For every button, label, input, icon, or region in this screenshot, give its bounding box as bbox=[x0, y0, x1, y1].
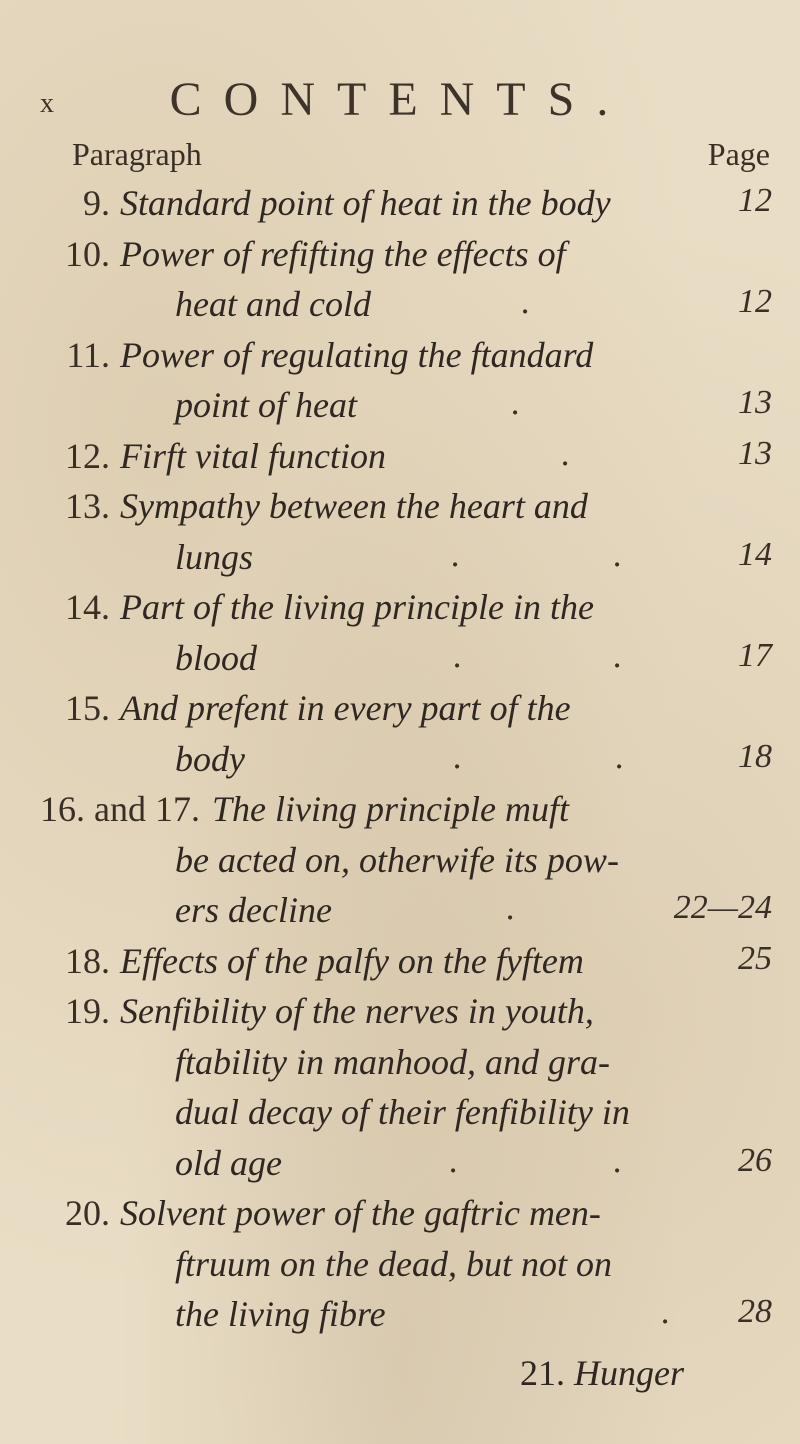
entry-19-cont3 bbox=[0, 1142, 800, 1192]
entry-text: Senfibility of the nerves in youth, bbox=[120, 991, 594, 1031]
entry-20-cont2 bbox=[0, 1293, 800, 1343]
leader-dot: . bbox=[520, 283, 531, 321]
heading-mark: x bbox=[40, 88, 54, 119]
entry-text: ers decline bbox=[175, 890, 332, 930]
entry-13 bbox=[0, 485, 800, 535]
leader-dot: . bbox=[510, 384, 521, 422]
entry-text: body bbox=[175, 738, 245, 779]
entry-text: the living fibre bbox=[175, 1294, 386, 1334]
entry-11-cont bbox=[0, 384, 800, 434]
entry-text: Standard point of heat in the body bbox=[120, 183, 611, 223]
entry-text: ftruum on the dead, but not on bbox=[175, 1243, 612, 1284]
leader-dot: . bbox=[660, 1293, 671, 1331]
entry-15 bbox=[0, 687, 800, 737]
entry-text: point of heat bbox=[175, 385, 357, 425]
entry-number: 14. bbox=[65, 587, 110, 627]
entry-16-17-cont2 bbox=[0, 889, 800, 939]
entry-page: 12 bbox=[738, 283, 772, 320]
entry-text: Part of the living principle in the bbox=[120, 587, 594, 627]
entry-text: Effects of the palfy on the fyftem bbox=[120, 940, 584, 981]
entry-number: 10. bbox=[65, 233, 110, 274]
entry-text: blood bbox=[175, 637, 258, 678]
entry-text: heat and cold bbox=[175, 284, 371, 324]
entry-20-cont bbox=[0, 1243, 800, 1293]
entry-19 bbox=[0, 990, 800, 1040]
entry-page: 28 bbox=[738, 1293, 772, 1330]
entry-page: 13 bbox=[738, 434, 772, 472]
entry-13-cont bbox=[0, 536, 800, 586]
entry-9 bbox=[0, 182, 800, 232]
leader-dot: . bbox=[505, 889, 516, 927]
leader-dot: . bbox=[612, 535, 623, 574]
leader-dot: . bbox=[560, 434, 571, 473]
entry-12 bbox=[0, 435, 800, 485]
entry-page: 17 bbox=[738, 636, 772, 674]
leader-dot: . bbox=[450, 535, 461, 574]
entry-text: Power of refifting the effects of bbox=[120, 233, 566, 274]
entry-page: 26 bbox=[738, 1141, 772, 1179]
page-column-header: Page bbox=[707, 136, 770, 172]
entry-11 bbox=[0, 334, 800, 384]
entry-number: 15. bbox=[65, 688, 110, 728]
entry-14-cont bbox=[0, 637, 800, 687]
leader-dot: . bbox=[452, 737, 463, 776]
leader-dot: . bbox=[452, 636, 463, 675]
leader-dot: . bbox=[448, 1141, 459, 1180]
entry-20 bbox=[0, 1192, 800, 1242]
leader-dot: . bbox=[612, 636, 623, 675]
leader-dot: . bbox=[614, 737, 625, 776]
entry-number: 20. bbox=[65, 1193, 110, 1233]
entry-19-cont2 bbox=[0, 1091, 800, 1141]
entry-text: lungs bbox=[175, 536, 254, 577]
entry-text: be acted on, otherwife its pow- bbox=[175, 839, 619, 880]
heading-text: CONTENTS. bbox=[169, 73, 631, 126]
entry-text: Power of regulating the ftandard bbox=[120, 334, 594, 375]
entry-page: 12 bbox=[738, 182, 772, 219]
paragraph-column-header: Paragraph bbox=[72, 136, 202, 172]
catchword-number: 21. bbox=[520, 1352, 565, 1393]
entry-text: ftability in manhood, and gra- bbox=[175, 1041, 610, 1082]
entry-number: 9. bbox=[83, 183, 110, 223]
entry-16-17 bbox=[0, 788, 800, 838]
entry-18 bbox=[0, 940, 800, 990]
entry-text: Firft vital function bbox=[120, 435, 386, 476]
entry-15-cont bbox=[0, 738, 800, 788]
entry-number: 13. bbox=[65, 486, 110, 526]
contents-heading bbox=[0, 72, 800, 127]
entry-19-cont bbox=[0, 1041, 800, 1091]
entry-page: 13 bbox=[738, 384, 772, 421]
entry-14 bbox=[0, 586, 800, 636]
catchword bbox=[520, 1352, 684, 1394]
entry-text: Sympathy between the heart and bbox=[120, 486, 588, 526]
entry-page: 14 bbox=[738, 535, 772, 573]
entry-number: 16. and 17. bbox=[40, 789, 200, 829]
entry-page: 25 bbox=[738, 939, 772, 977]
entry-number: 18. bbox=[65, 940, 110, 981]
entry-text: Solvent power of the gaftric men- bbox=[120, 1193, 601, 1233]
entry-number: 11. bbox=[66, 334, 110, 375]
entry-number: 12. bbox=[65, 435, 110, 476]
entry-text: dual decay of their fenfibility in bbox=[175, 1092, 630, 1132]
entry-page: 22—24 bbox=[673, 889, 772, 926]
entry-page: 18 bbox=[738, 737, 772, 775]
leader-dot: . bbox=[612, 1141, 623, 1180]
entry-10-cont bbox=[0, 283, 800, 333]
entry-text: The living principle muft bbox=[212, 789, 569, 829]
entry-number: 19. bbox=[65, 991, 110, 1031]
entry-10 bbox=[0, 233, 800, 283]
catchword-text: Hunger bbox=[574, 1352, 684, 1393]
entry-text: old age bbox=[175, 1142, 282, 1183]
entry-16-17-cont bbox=[0, 839, 800, 889]
entry-text: And prefent in every part of the bbox=[120, 688, 571, 728]
